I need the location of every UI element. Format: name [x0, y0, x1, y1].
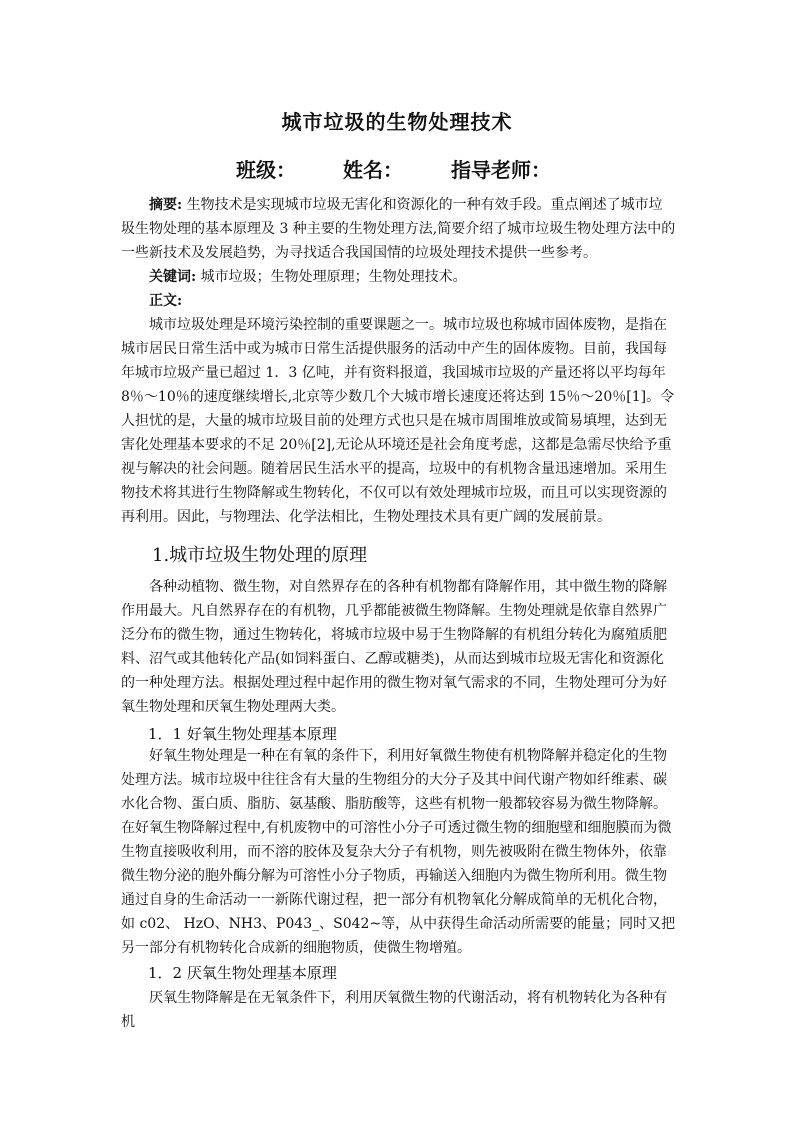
class-label: 班级： [236, 158, 296, 182]
section-1-paragraph: 各种动植物、微生物，对自然界存在的各种有机物都有降解作用，其中微生物的降解作用最大。凡自然界存在的有机物，几乎都能被微生物降解。生物处理就是依靠自然界广泛分布的微生物，通过生物转化，将城市垃圾中易于生物降解的有机组分转化为腐殖质肥料、沼气或其他转化产品(如饲料蛋白、乙醇或糖类)，从而达到城市垃圾无害化和资源化的一种处理方法。根据处理过程中起作用的微生物对氧气需求的不同，生物处理可分为好氧生物处理和厌氧生物处理两大类。 [121, 579, 667, 715]
body-label: 正文: [149, 293, 183, 309]
abstract-paragraph [121, 193, 676, 265]
advisor-label: 指导老师： [451, 158, 551, 182]
intro-paragraph: 城市垃圾处理是环境污染控制的重要课题之一。城市垃圾也称城市固体废物，是指在城市居民日常生活中或为城市日常生活提供服务的活动中产生的固体废物。目前，我国每年城市垃圾产量已超过 1．3 亿吨，并有资料报道，我国城市垃圾的产量还将以平均每年 8％～10％的速度继续增长,北京等少数几个大城市增长速度还将达到 15％～20％[1]。令人担忧的是，大量的城市垃圾目前的处理方式也只是在城市周围堆放或简易填埋，达到无害化处理基本要求的不足 20％[2],无论从环境还是社会角度考虑，这都是急需尽快给予重视与解决的社会问题。随着居民生活水平的提高，垃圾中的有机物含量迅速增加。采用生物技术将其进行生物降解或生物转化，不仅可以有效处理城市垃圾，而且可以实现资源的再利用。因此，与物理法、化学法相比，生物处理技术具有更广阔的发展前景。 [121, 317, 675, 525]
section-1-2-paragraph: 厌氧生物降解是在无氧条件下，利用厌氧微生物的代谢活动，将有机物转化为各种有机 [121, 990, 667, 1030]
abstract-text: 生物技术是实现城市垃圾无害化和资源化的一种有效手段。重点阐述了城市垃圾生物处理的基本原理及 3 种主要的生物处理方法,简要介绍了城市垃圾生物处理方法中的一些新技术及发展趋势，为寻找适合我国国情的垃圾处理技术提供一些参考。 [121, 197, 676, 261]
keywords-label: 关键词: [149, 269, 197, 285]
section-1-2-heading: 1．2 厌氧生物处理基本原理 [148, 964, 337, 982]
name-label: 姓名： [343, 158, 403, 182]
section-1-1-paragraph: 好氧生物处理是一种在有氧的条件下，利用好氧微生物使有机物降解并稳定化的生物处理方法。城市垃圾中往往含有大量的生物组分的大分子及其中间代谢产物如纤维素、碳水化合物、蛋白质、脂肪、氨基酸、脂肪酸等，这些有机物一般都较容易为微生物降解。在好氧生物降解过程中,有机废物中的可溶性小分子可透过微生物的细胞壁和细胞膜而为微生物直接吸收利用，而不溶的胶体及复杂大分子有机物，则先被吸附在微生物体外，依靠微生物分泌的胞外酶分解为可溶性小分子物质，再输送入细胞内为微生物所利用。微生物通过自身的生命活动一一新陈代谢过程，把一部分有机物氧化分解成简单的无机化合物，如 c02、 HzO、NH3、P043_、S042~等，从中获得生命活动所需要的能量；同时又把另一部分有机物转化合成新的细胞物质，使微生物增殖。 [121, 748, 676, 956]
abstract-label: 摘要: [149, 197, 183, 213]
document-title: 城市垃圾的生物处理技术 [281, 110, 513, 134]
section-1-heading: 1.城市垃圾生物处理的原理 [152, 545, 368, 566]
section-1-1-heading: 1．1 好氧生物处理基本原理 [148, 725, 337, 743]
keywords-paragraph [121, 265, 676, 289]
keywords-text: 城市垃圾；生物处理原理；生物处理技术。 [196, 269, 467, 285]
